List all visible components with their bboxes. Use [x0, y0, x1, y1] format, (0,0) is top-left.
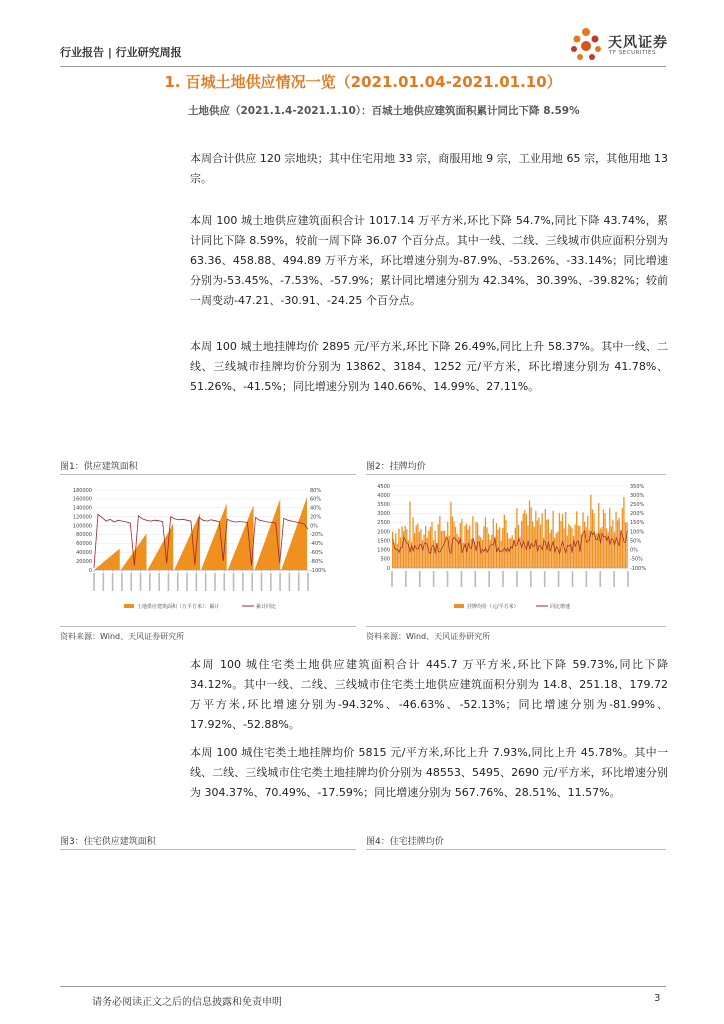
y-left-tick-label: 60000: [76, 541, 92, 548]
price-bar: [538, 517, 539, 568]
chart-supply-area: [60, 480, 356, 620]
x-tick-label-mark: [121, 573, 123, 591]
y-left-tick-label: 4500: [377, 483, 390, 490]
y-left-tick-label: 3000: [377, 511, 390, 518]
legend-label-area: 土地供应建筑面积（万平方米）：累计: [137, 604, 220, 610]
price-bar: [623, 497, 624, 568]
figure-4-rule: [366, 849, 666, 850]
figure-1-bottom-rule: [60, 626, 356, 627]
price-bar: [609, 508, 610, 568]
price-bar: [504, 515, 505, 568]
price-bar: [483, 526, 484, 568]
price-bar: [457, 534, 458, 568]
y-left-tick-label: 140000: [72, 505, 92, 512]
x-tick-label-mark: [289, 573, 291, 591]
price-bar: [626, 522, 627, 568]
price-bar: [582, 513, 583, 568]
x-tick-label-mark: [461, 571, 463, 587]
y-right-tick-label: -50%: [630, 556, 643, 563]
price-bar: [466, 524, 467, 568]
x-tick-label-mark: [205, 573, 207, 591]
price-bar: [554, 538, 555, 568]
y-right-tick-label: -100%: [310, 567, 327, 574]
logo-mark-icon: [566, 24, 606, 64]
price-bar: [567, 536, 568, 568]
y-right-tick-label: 0%: [310, 523, 318, 530]
price-bar: [600, 528, 601, 568]
price-bar: [486, 527, 487, 568]
price-bar: [617, 520, 618, 568]
x-tick-label-mark: [242, 573, 244, 591]
figure-1-rule: [60, 474, 356, 475]
price-bar: [442, 531, 443, 568]
price-bar: [412, 517, 413, 568]
area-cycle-bar: [94, 549, 120, 570]
y-left-tick-label: 2000: [377, 529, 390, 536]
x-tick-label-mark: [307, 573, 309, 591]
price-bar: [611, 526, 612, 568]
logo-name-cn: 天风证券: [608, 35, 668, 51]
y-right-tick-label: -80%: [310, 558, 323, 565]
price-bar: [515, 528, 516, 568]
figure-3-label: 图3：住宅供应建筑面积: [60, 837, 156, 847]
footer-divider: [60, 986, 666, 987]
price-bar: [392, 532, 393, 568]
x-tick-label-mark: [140, 573, 142, 591]
x-tick-label-mark: [93, 573, 95, 591]
price-bar: [499, 527, 500, 568]
price-bar: [417, 524, 418, 568]
price-bar: [534, 527, 535, 568]
price-bar: [606, 528, 607, 568]
x-tick-label-mark: [186, 573, 188, 591]
figure-2-source: 资料来源：Wind、天风证券研究所: [366, 632, 491, 641]
price-bar: [604, 513, 605, 568]
price-bar: [603, 510, 604, 568]
price-bar: [438, 524, 439, 568]
y-left-tick-label: 2500: [377, 520, 390, 527]
price-bar: [526, 514, 527, 568]
y-right-tick-label: -40%: [310, 541, 323, 548]
y-right-tick-label: 60%: [310, 496, 322, 503]
header-divider: [60, 66, 666, 67]
price-bar: [524, 510, 525, 568]
price-bar: [405, 526, 406, 568]
price-bar: [447, 522, 448, 568]
y-left-tick-label: 160000: [72, 496, 92, 503]
x-tick-label-mark: [168, 573, 170, 591]
x-tick-label-mark: [572, 571, 574, 587]
y-right-tick-label: 350%: [630, 483, 645, 490]
x-tick-label-mark: [130, 573, 132, 591]
y-right-tick-label: 200%: [630, 511, 645, 518]
section-subtitle: 土地供应（2021.1.4-2021.1.10）：百城土地供应建筑面积累计同比下降 8.59%: [188, 105, 580, 117]
price-bar: [475, 522, 476, 568]
price-bar: [439, 516, 440, 568]
page-number: 3: [654, 993, 661, 1004]
x-tick-label-mark: [298, 573, 300, 591]
price-bar: [510, 538, 511, 568]
y-left-tick-label: 120000: [72, 514, 92, 521]
price-bar: [521, 521, 522, 568]
price-bar: [460, 523, 461, 568]
price-bar: [430, 527, 431, 568]
price-bar: [505, 520, 506, 568]
area-cycle-bar: [228, 505, 254, 570]
x-tick-label-mark: [419, 571, 421, 587]
x-tick-label-mark: [627, 571, 629, 587]
y-right-tick-label: 20%: [310, 514, 322, 521]
y-right-tick-label: 0%: [630, 547, 638, 554]
figure-1-label: 图1：供应建筑面积: [60, 462, 138, 472]
y-left-tick-label: 180000: [72, 487, 92, 494]
price-bar: [612, 520, 613, 568]
price-bar: [529, 500, 530, 568]
price-bar: [406, 529, 407, 568]
price-bar: [422, 540, 423, 568]
x-tick-label-mark: [613, 571, 615, 587]
y-left-tick-label: 0: [88, 567, 92, 574]
x-tick-label-mark: [586, 571, 588, 587]
price-bar: [419, 532, 420, 568]
price-bar: [425, 526, 426, 568]
x-tick-label-mark: [502, 571, 504, 587]
figure-1-source: 资料来源：Wind、天风证券研究所: [60, 632, 185, 641]
y-left-tick-label: 20000: [76, 558, 92, 565]
x-tick-label-mark: [405, 571, 407, 587]
y-right-tick-label: 300%: [630, 492, 645, 499]
y-left-tick-label: 80000: [76, 532, 92, 539]
section-title: 1. 百城土地供应情况一览（2021.01.04-2021.01.10）: [164, 73, 562, 91]
x-tick-label-mark: [149, 573, 151, 591]
x-tick-label-mark: [599, 571, 601, 587]
legend-swatch-bar: [454, 604, 464, 608]
x-tick-label-mark: [488, 571, 490, 587]
price-bar: [614, 532, 615, 568]
company-logo: [566, 24, 676, 64]
logo-name-en: TF SECURITIES: [609, 50, 656, 56]
price-bar: [450, 502, 451, 568]
price-bar: [625, 522, 626, 568]
x-tick-label-mark: [279, 573, 281, 591]
x-tick-label-mark: [261, 573, 263, 591]
x-tick-label-mark: [103, 573, 105, 591]
x-tick-label-mark: [223, 573, 225, 591]
price-bar: [556, 533, 557, 568]
price-bar: [576, 511, 577, 568]
price-bar: [586, 527, 587, 568]
legend-label-line: 累计同比: [256, 604, 277, 610]
figure-4-label: 图4：住宅挂牌均价: [366, 837, 444, 847]
price-bar: [584, 522, 585, 568]
price-bar: [541, 513, 542, 568]
paragraph-residential-area: 本周 100 城住宅类土地供应建筑面积合计 445.7 万平方米,环比下降 59.73%,同比下降 34.12%。其中一线、二线、三线城市住宅类土地供应建筑面积分别为 14.8、251.18、179.72 万平方米,环比增速分别为-94.32%、-46.63%、-52.13%；同比增速分别为-81.99%、17.92%、-52.88%。: [190, 658, 668, 731]
price-bar: [593, 513, 594, 568]
y-right-tick-label: 80%: [310, 487, 322, 494]
price-bar: [485, 517, 486, 568]
price-bar: [545, 509, 546, 568]
price-bar: [501, 541, 502, 568]
price-bar: [565, 512, 566, 568]
area-cycle-bar: [121, 534, 147, 570]
price-bar: [578, 526, 579, 568]
x-tick-label-mark: [214, 573, 216, 591]
y-right-tick-label: -20%: [310, 532, 323, 539]
area-cycle-bar: [281, 497, 307, 570]
y-left-tick-label: 1500: [377, 538, 390, 545]
x-tick-label-mark: [112, 573, 114, 591]
y-right-tick-label: 250%: [630, 502, 645, 509]
price-bar: [455, 527, 456, 568]
x-tick-label-mark: [196, 573, 198, 591]
footer-disclaimer: 请务必阅读正文之后的信息披露和免责申明: [92, 997, 282, 1008]
price-bar: [516, 508, 517, 568]
legend-label-bar: 挂牌均价（元/平方米）: [467, 604, 519, 610]
y-left-tick-label: 4000: [377, 492, 390, 499]
price-bar: [592, 509, 593, 568]
x-tick-label-mark: [474, 571, 476, 587]
y-left-tick-label: 0: [386, 565, 390, 572]
price-bar: [427, 538, 428, 568]
y-right-tick-label: -100%: [630, 565, 647, 572]
figure-2-label: 图2：挂牌均价: [366, 462, 426, 472]
y-right-tick-label: 40%: [310, 505, 322, 512]
report-category: 行业报告 | 行业研究周报: [60, 46, 182, 59]
price-bar: [491, 535, 492, 568]
x-tick-label-mark: [270, 573, 272, 591]
price-bar: [444, 531, 445, 568]
x-tick-label-mark: [544, 571, 546, 587]
x-tick-label-mark: [433, 571, 435, 587]
y-left-tick-label: 40000: [76, 550, 92, 557]
price-bar: [468, 529, 469, 568]
price-bar: [445, 536, 446, 568]
legend-label-line: 同比增速: [550, 604, 571, 610]
price-bar: [397, 544, 398, 568]
x-tick-label-mark: [158, 573, 160, 591]
price-bar: [420, 529, 421, 568]
x-tick-label-mark: [516, 571, 518, 587]
price-bar: [559, 513, 560, 568]
x-tick-label-mark: [530, 571, 532, 587]
figure-2-bottom-rule: [366, 626, 666, 627]
price-bar: [461, 519, 462, 568]
price-bar: [398, 529, 399, 568]
x-tick-label-mark: [558, 571, 560, 587]
x-tick-label-mark: [447, 571, 449, 587]
price-bar: [552, 511, 553, 568]
price-bar: [400, 537, 401, 568]
y-left-tick-label: 500: [380, 556, 390, 563]
price-bar: [589, 530, 590, 568]
price-bar: [423, 534, 424, 568]
legend-swatch-area: [124, 604, 134, 608]
price-bar: [409, 502, 410, 568]
price-bar: [479, 535, 480, 568]
price-bar: [518, 525, 519, 568]
price-bar: [508, 538, 509, 568]
price-bar: [546, 520, 547, 568]
x-tick-label-mark: [251, 573, 253, 591]
x-tick-label-mark: [177, 573, 179, 591]
paragraph-supply-count: 本周合计供应 120 宗地块；其中住宅用地 33 宗，商服用地 9 宗，工业用地 65 宗，其他用地 13 宗。: [190, 152, 668, 185]
chart-listing-price: [366, 480, 666, 620]
price-bar: [512, 535, 513, 568]
x-tick-label-mark: [233, 573, 235, 591]
price-bar: [471, 539, 472, 568]
price-bar: [414, 533, 415, 568]
figure-3-rule: [60, 849, 356, 850]
y-right-tick-label: -60%: [310, 550, 323, 557]
price-bar: [527, 525, 528, 568]
price-bar: [507, 533, 508, 568]
figure-2-rule: [366, 474, 666, 475]
y-left-tick-label: 100000: [72, 523, 92, 530]
price-bar: [433, 540, 434, 568]
y-right-tick-label: 100%: [630, 529, 645, 536]
paragraph-listing-price: 本周 100 城土地挂牌均价 2895 元/平方米,环比下降 26.49%,同比上升 58.37%。其中一线、二线、三线城市挂牌均价分别为 13862、3184、1252 元/平方米，环比增速分别为 41.78%、51.26%、-41.5%；同比增速分别为 140.66%、14.99%、27.11%。: [190, 340, 668, 393]
y-left-tick-label: 1000: [377, 547, 390, 554]
y-left-tick-label: 3500: [377, 502, 390, 509]
price-bar: [490, 540, 491, 568]
y-right-tick-label: 150%: [630, 520, 645, 527]
price-bar: [395, 533, 396, 568]
price-bar: [453, 522, 454, 568]
price-bar: [482, 540, 483, 568]
price-bar: [502, 528, 503, 568]
price-bar: [458, 537, 459, 568]
price-bar: [530, 507, 531, 568]
paragraph-supply-area: 本周 100 城土地供应建筑面积合计 1017.14 万平方米,环比下降 54.7%,同比下降 43.74%，累计同比下降 8.59%，较前一周下降 36.07 个百分点。其中一线、二线、三线城市供应面积分别为 63.36、458.88、494.89 万平方米，环比增速分别为-87.9%、-53.26%、-33.14%；同比增速分别为-53.45%、-7.53%、-57.9%；累计同比增速分别为 42.34%、30.39%、-39.82%；较前一周变动-47.21、-30.91、-24.25 个百分点。: [190, 214, 668, 307]
x-tick-label-mark: [391, 571, 393, 587]
area-cycle-bar: [174, 513, 200, 570]
paragraph-residential-price: 本周 100 城住宅类土地挂牌均价 5815 元/平方米,环比上升 7.93%,同比上升 45.78%。其中一线、二线、三线城市住宅类土地挂牌均价分别为 48553、5495、2690 元/平方米，环比增速分别为 304.37%、70.49%、-17.59%；同比增速分别为 567.76%、28.51%、11.57%。: [190, 746, 668, 799]
y-right-tick-label: 50%: [630, 538, 642, 545]
